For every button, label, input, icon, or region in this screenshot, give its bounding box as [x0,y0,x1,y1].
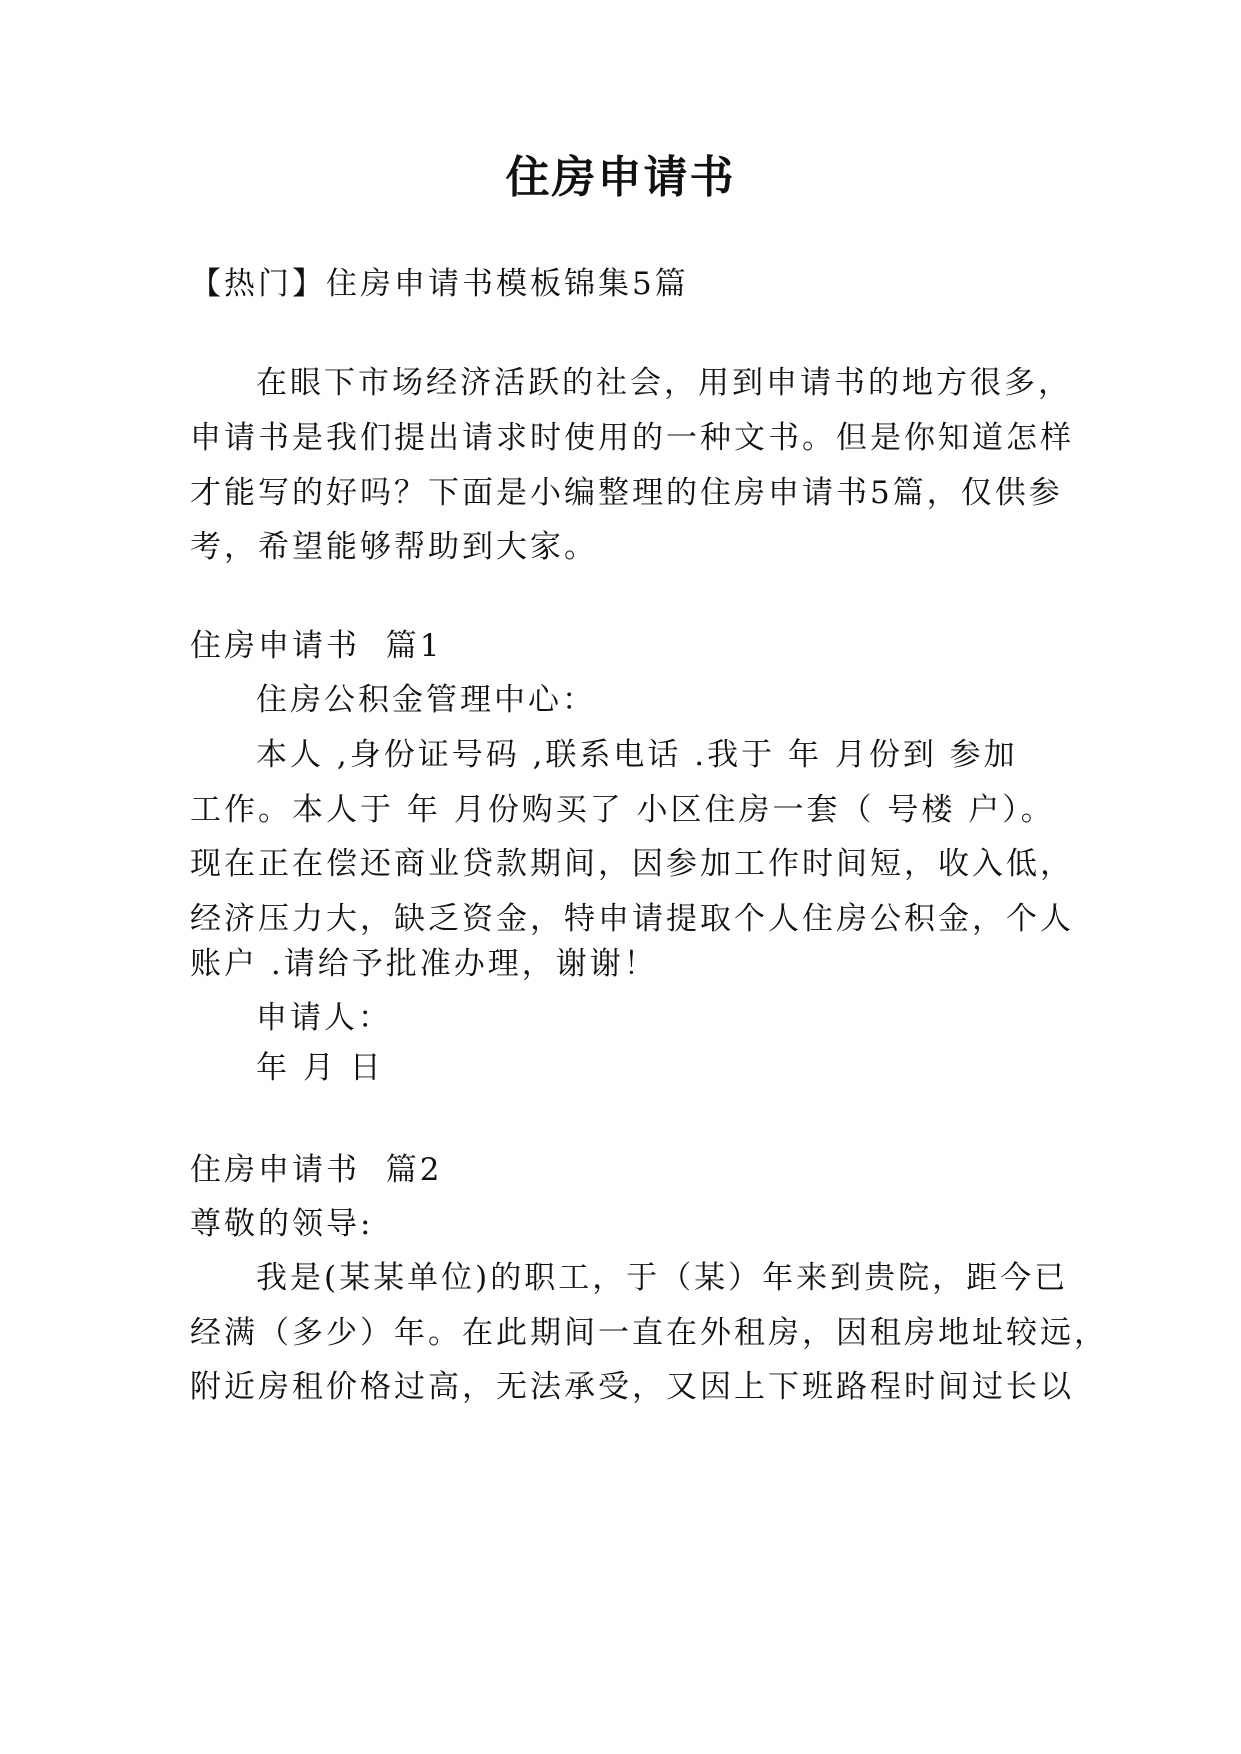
section-2-line-2: 经满（多少）年。在此期间一直在外租房，因租房地址较远， [190,1315,1108,1351]
section-2-line-1: 我是(某某单位)的职工，于（某）年来到贵院，距今已 [256,1260,1069,1296]
section-1-line-1: 本人 ,身份证号码 ,联系电话 .我于 年 月份到 参加 [256,737,1018,773]
section-2-heading: 住房申请书 篇2 [190,1152,443,1188]
intro-line-2: 申请书是我们提出请求时使用的一种文书。但是你知道怎样 [190,420,1074,456]
intro-line-3: 才能写的好吗？下面是小编整理的住房申请书5篇，仅供参 [190,475,1063,511]
section-1-heading: 住房申请书 篇1 [190,628,443,664]
page-title: 住房申请书 [505,152,736,203]
section-1-line-4: 经济压力大，缺乏资金，特申请提取个人住房公积金，个人 [190,901,1074,937]
section-1-salutation: 住房公积金管理中心： [256,682,596,718]
intro-line-4: 考，希望能够帮助到大家。 [190,529,598,565]
document-subtitle: 【热门】住房申请书模板锦集5篇 [190,266,689,302]
section-1-line-3: 现在正在偿还商业贷款期间，因参加工作时间短，收入低， [190,846,1074,882]
section-1-line-5: 账户 .请给予批准办理，谢谢！ [190,946,658,982]
intro-line-1: 在眼下市场经济活跃的社会，用到申请书的地方很多， [256,365,1072,401]
section-2-line-3: 附近房租价格过高，无法承受，又因上下班路程时间过长以 [190,1369,1074,1405]
section-1-date: 年 月 日 [256,1050,384,1086]
section-2-salutation: 尊敬的领导: [190,1206,374,1242]
section-1-line-2: 工作。本人于 年 月份购买了 小区住房一套（ 号楼 户）。 [190,792,1055,828]
section-1-applicant: 申请人： [256,1000,392,1036]
